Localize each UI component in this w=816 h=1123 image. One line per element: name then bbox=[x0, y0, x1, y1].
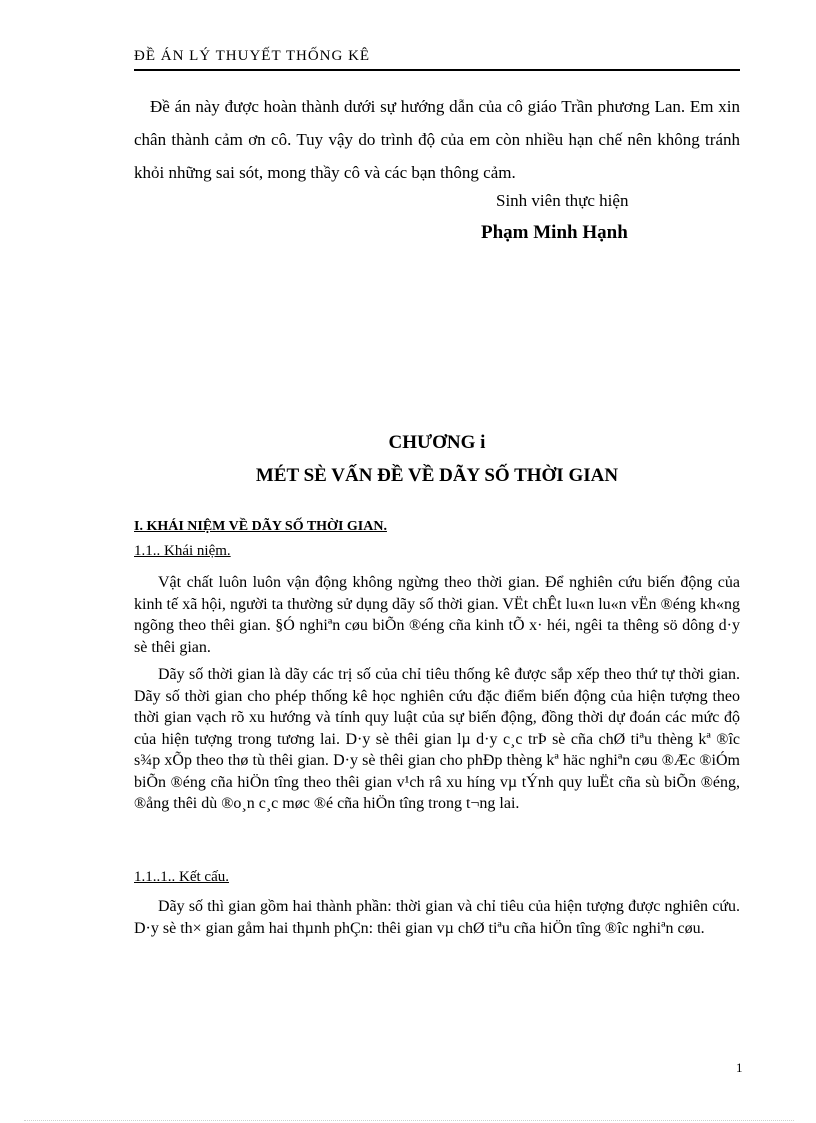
signer-name: Phạm Minh Hạnh bbox=[481, 222, 628, 243]
signer-label: Sinh viên thực hiện bbox=[496, 191, 629, 210]
section-heading: I. KHÁI NIỆM VỀ DÃY SỐ THỜI GIAN. bbox=[134, 519, 387, 534]
body-paragraph-1: Vật chất luôn luôn vận động không ngừng theo thời gian. Để nghiên cứu biến động của kinh tế xã hội, người ta thường sử dụng dãy số thời gian. VËt chÊt lu«n lu«n vËn ®éng kh«ng ngõng theo thêi gian. §Ó nghiªn cøu biÕn ®éng cña kinh tÕ x· héi, ngêi ta thêng sö dông d·y sè thêi gian. bbox=[134, 574, 740, 656]
body-paragraph-3: Dãy số thì gian gồm hai thành phần: thời gian và chỉ tiêu của hiện tượng được nghiên cứu. D·y sè th× gian gåm hai thµnh phÇn: thêi gian vµ chØ tiªu cña hiÖn tîng ®îc nghiªn cøu. bbox=[134, 898, 740, 937]
subsection-heading-2: 1.1..1.. Kết cấu. bbox=[134, 869, 229, 885]
body-paragraph-2: Dãy số thời gian là dãy các trị số của chỉ tiêu thống kê được sắp xếp theo thứ tự thời gian. Dãy số thời gian cho phép thống kê học nghiên cứu đặc điểm biến động của hiện tượng theo thời gian vạch rõ xu hướng và tính quy luật của sự biến động, đồng thời dự đoán các mức độ của hiện tượng trong tương lai. D·y sè thêi gian lµ d·y c¸c trÞ sè cña chØ tiªu thèng kª ®îc s¾p xÕp theo thø tù thêi gian. D·y sè thêi gian cho phÐp thèng kª häc nghiªn cøu ®Æc ®iÓm biÕn ®éng cña hiÖn tîng theo thêi gian v¹ch râ xu híng vµ tÝnh quy luËt cña sù biÕn ®éng, ®ång thêi dù ®o¸n c¸c møc ®é cña hiÖn tîng trong t¬ng lai. bbox=[134, 666, 740, 812]
page-bottom-dotted-line bbox=[24, 1120, 794, 1121]
subsection-heading: 1.1.. Khái niệm. bbox=[134, 543, 231, 559]
header-divider bbox=[134, 69, 740, 71]
document-header: ĐỀ ÁN LÝ THUYẾT THỐNG KÊ bbox=[134, 48, 371, 64]
acknowledgement-paragraph: Đề án này được hoàn thành dưới sự hướng dẫn của cô giáo Trần phương Lan. Em xin chân thành cảm ơn cô. Tuy vậy do trình độ của em còn nhiều hạn chế nên không tránh khỏi những sai sót, mong thầy cô và các bạn thông cảm. bbox=[134, 97, 740, 182]
page-number: 1 bbox=[736, 1060, 743, 1075]
chapter-title: MÉT SÈ VẤN ĐỀ VỀ DÃY SỐ THỜI GIAN bbox=[255, 465, 619, 486]
chapter-number: CHƯƠNG i bbox=[388, 432, 486, 453]
